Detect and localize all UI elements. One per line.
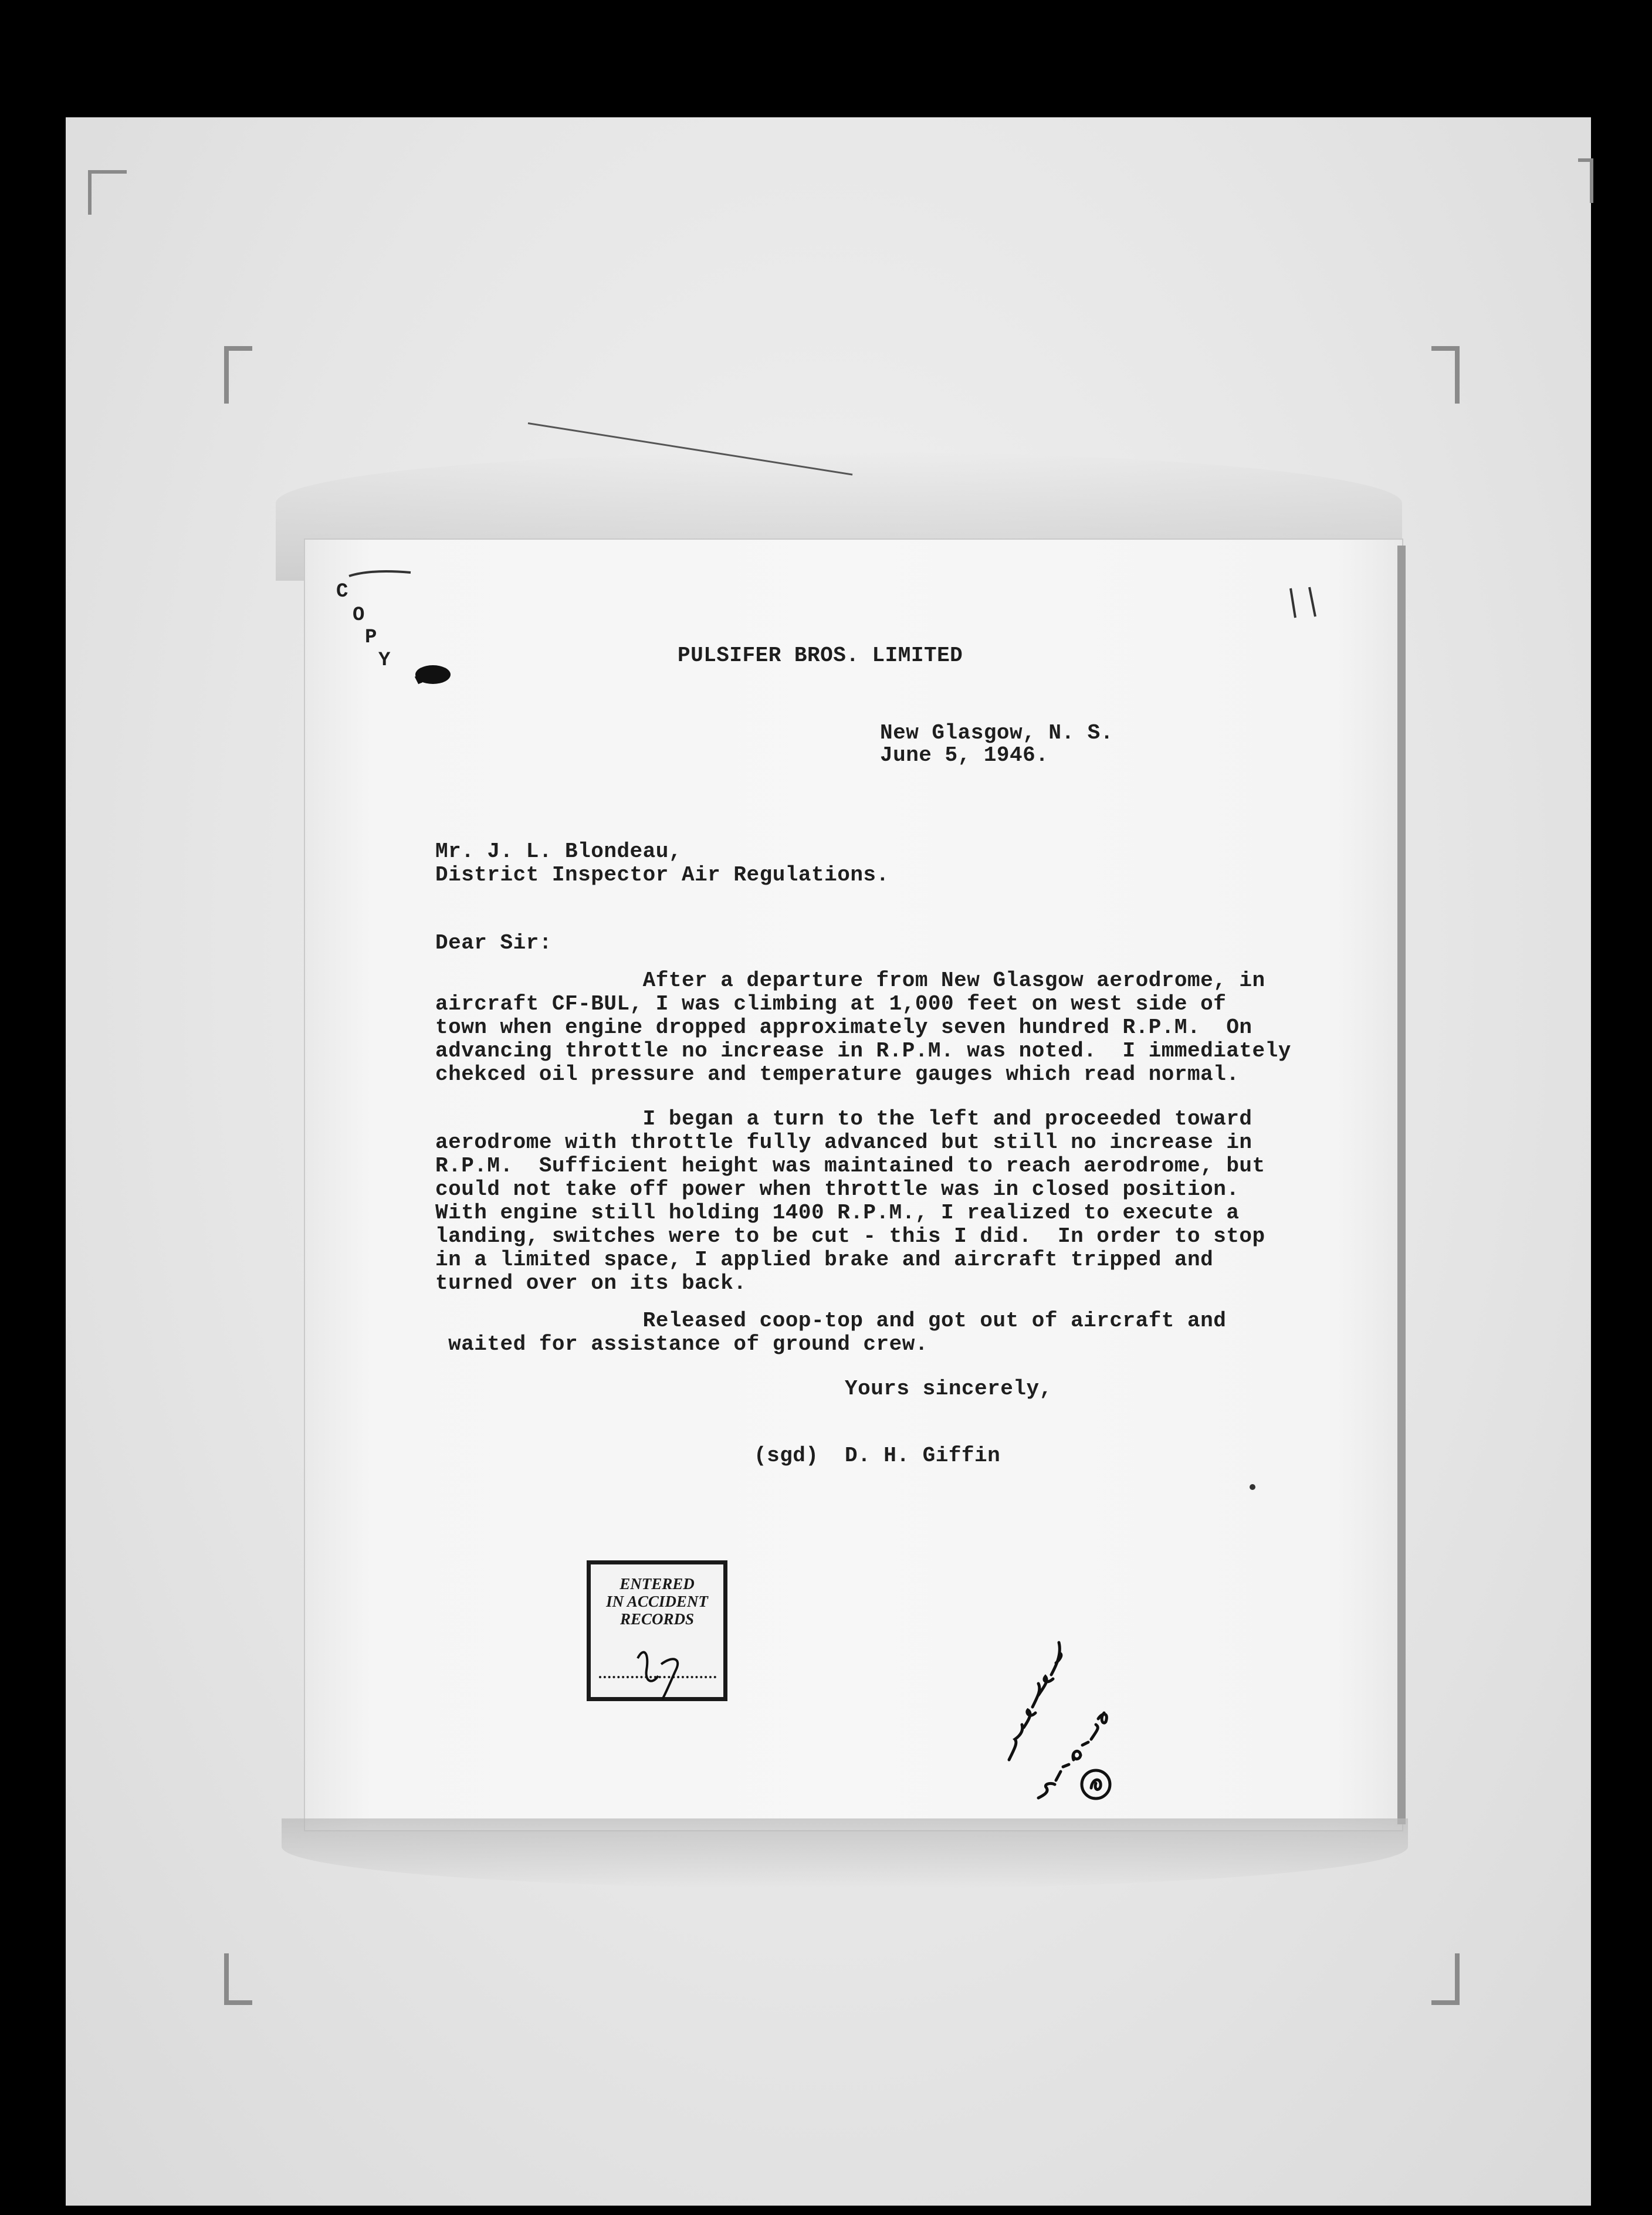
handwritten-note-noted	[997, 1631, 1132, 1818]
letterhead: PULSIFER BROS. LIMITED	[678, 643, 963, 668]
copy-mark-c: C	[336, 581, 348, 603]
copy-mark-p: P	[365, 626, 377, 649]
body-line: Released coop-top and got out of aircraft and	[435, 1309, 1227, 1333]
stamp-initials	[626, 1635, 708, 1705]
date: June 5, 1946.	[880, 743, 1049, 767]
stamp-line-1: ENTERED	[620, 1575, 695, 1593]
crop-mark-bottom-right	[1431, 1953, 1460, 2005]
signature-name: D. H. Giffin	[845, 1444, 1001, 1468]
body-line: aerodrome with throttle fully advanced but still no increase in	[435, 1130, 1252, 1154]
crop-mark-top-left	[88, 170, 127, 215]
salutation: Dear Sir:	[435, 931, 552, 955]
folio-mark	[1279, 584, 1332, 625]
body-line: After a departure from New Glasgow aerodrome, in	[435, 968, 1265, 993]
ink-blot	[411, 657, 458, 692]
copy-mark-o: O	[353, 604, 365, 626]
body-line: advancing throttle no increase in R.P.M. was noted. I immediately	[435, 1039, 1291, 1063]
body-line: aircraft CF-BUL, I was climbing at 1,000 feet on west side of	[435, 992, 1227, 1016]
copy-mark-y: Y	[378, 649, 391, 672]
body-line: town when engine dropped approximately seven hundred R.P.M. On	[435, 1015, 1252, 1039]
crop-mark-inner-top-right	[1431, 346, 1460, 404]
closing: Yours sincerely,	[845, 1377, 1052, 1401]
stamp-line-2: IN ACCIDENT	[606, 1593, 708, 1610]
body-line: chekced oil pressure and temperature gauges which read normal.	[435, 1062, 1240, 1086]
ink-dot	[1248, 1483, 1257, 1491]
signature-label: (sgd)	[754, 1444, 819, 1468]
stamp-line-3: RECORDS	[620, 1610, 695, 1628]
crop-mark-bottom-left	[224, 1953, 252, 2005]
body-line: I began a turn to the left and proceeded toward	[435, 1107, 1252, 1131]
body-line: turned over on its back.	[435, 1271, 747, 1295]
body-line: waited for assistance of ground crew.	[435, 1332, 928, 1356]
stamp-text	[591, 1575, 723, 1628]
body-line: With engine still holding 1400 R.P.M., I realized to execute a	[435, 1201, 1240, 1225]
recipient-name: Mr. J. L. Blondeau,	[435, 839, 682, 863]
body-line: R.P.M. Sufficient height was maintained to reach aerodrome, but	[435, 1154, 1265, 1178]
copy-mark-flourish	[340, 563, 422, 698]
entered-stamp	[587, 1560, 727, 1701]
sheet-edge-shadow	[1397, 546, 1406, 1824]
crop-mark-top-right	[1578, 158, 1593, 203]
recipient-title: District Inspector Air Regulations.	[435, 863, 889, 887]
body-line: landing, switches were to be cut - this I did. In order to stop	[435, 1224, 1265, 1248]
body-line: could not take off power when throttle was in closed position.	[435, 1177, 1240, 1201]
place: New Glasgow, N. S.	[880, 721, 1113, 745]
crop-mark-inner-top-left	[224, 346, 252, 404]
body-line: in a limited space, I applied brake and aircraft tripped and	[435, 1248, 1214, 1272]
